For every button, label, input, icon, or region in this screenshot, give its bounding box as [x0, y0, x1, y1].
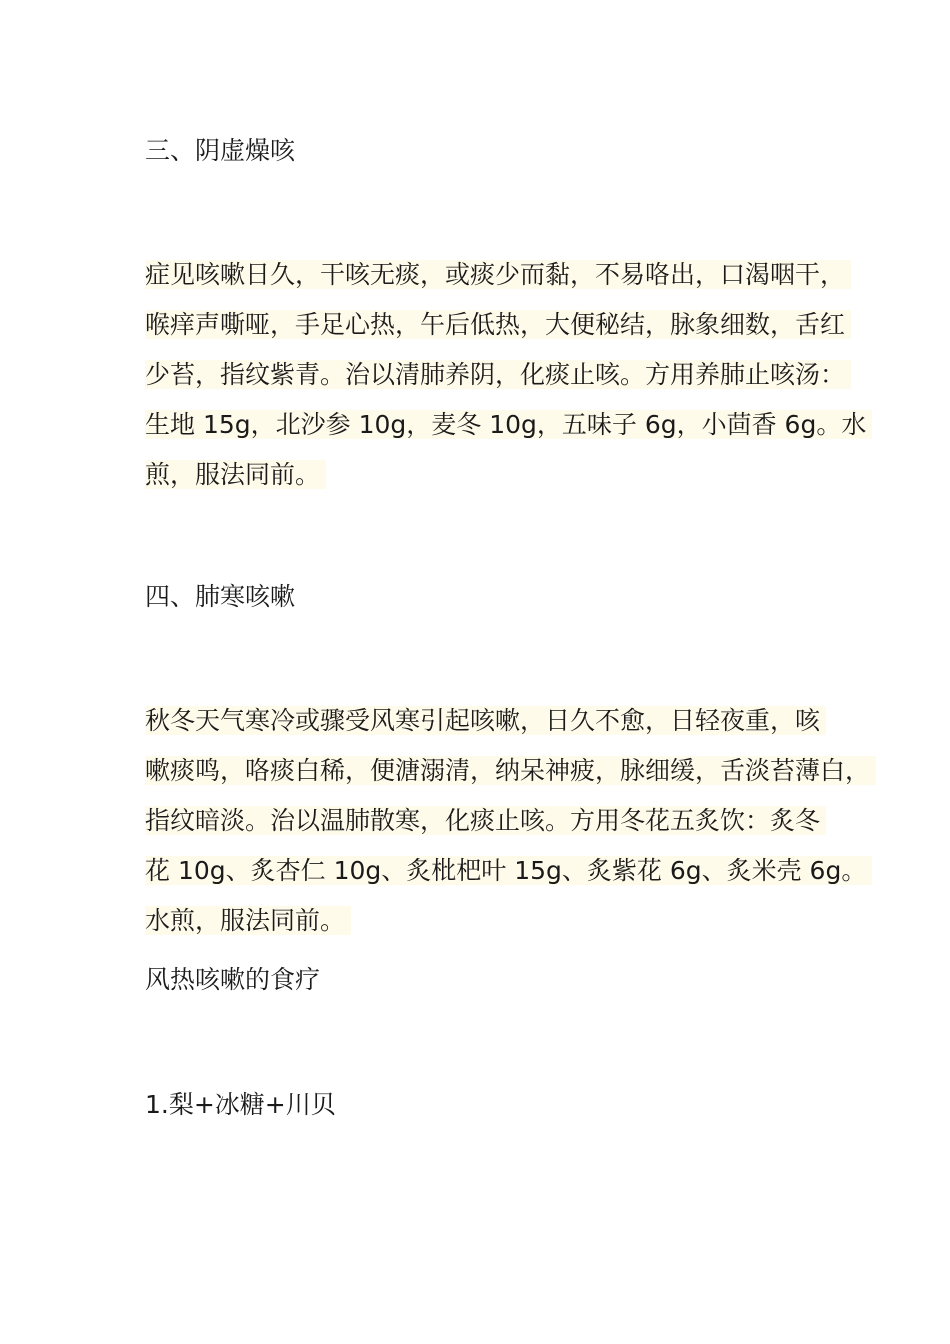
- paragraph-line: 症见咳嗽日久，干咳无痰，或痰少而黏，不易咯出，口渴咽干，: [145, 250, 835, 300]
- paragraph-line: 少苔，指纹紫青。治以清肺养阴，化痰止咳。方用养肺止咳汤：: [145, 350, 835, 400]
- food-therapy-heading: 风热咳嗽的食疗: [145, 965, 321, 994]
- section-paragraph-lung-cold: [145, 696, 871, 946]
- paragraph-line: 花 10g、炙杏仁 10g、炙枇杷叶 15g、炙紫花 6g、炙米壳 6g。: [145, 846, 835, 896]
- section-heading-lung-cold: 四、肺寒咳嗽: [145, 582, 296, 611]
- paragraph-line: 嗽痰鸣，咯痰白稀，便溏溺清，纳呆神疲，脉细缓，舌淡苔薄白，: [145, 746, 835, 796]
- section-heading-yin-deficiency: 三、阴虚燥咳: [145, 136, 296, 165]
- section-paragraph-yin-deficiency: [145, 250, 867, 500]
- food-therapy-item-1: 1.梨+冰糖+川贝: [145, 1090, 336, 1119]
- paragraph-line: 指纹暗淡。治以温肺散寒，化痰止咳。方用冬花五炙饮：炙冬: [145, 796, 835, 846]
- paragraph-line: 生地 15g，北沙参 10g，麦冬 10g，五味子 6g，小茴香 6g。水: [145, 400, 835, 450]
- paragraph-line: 水煎，服法同前。: [145, 896, 835, 946]
- paragraph-line: 煎，服法同前。: [145, 450, 835, 500]
- paragraph-line: 喉痒声嘶哑，手足心热，午后低热，大便秘结，脉象细数，舌红: [145, 300, 835, 350]
- paragraph-line: 秋冬天气寒冷或骤受风寒引起咳嗽，日久不愈，日轻夜重，咳: [145, 696, 835, 746]
